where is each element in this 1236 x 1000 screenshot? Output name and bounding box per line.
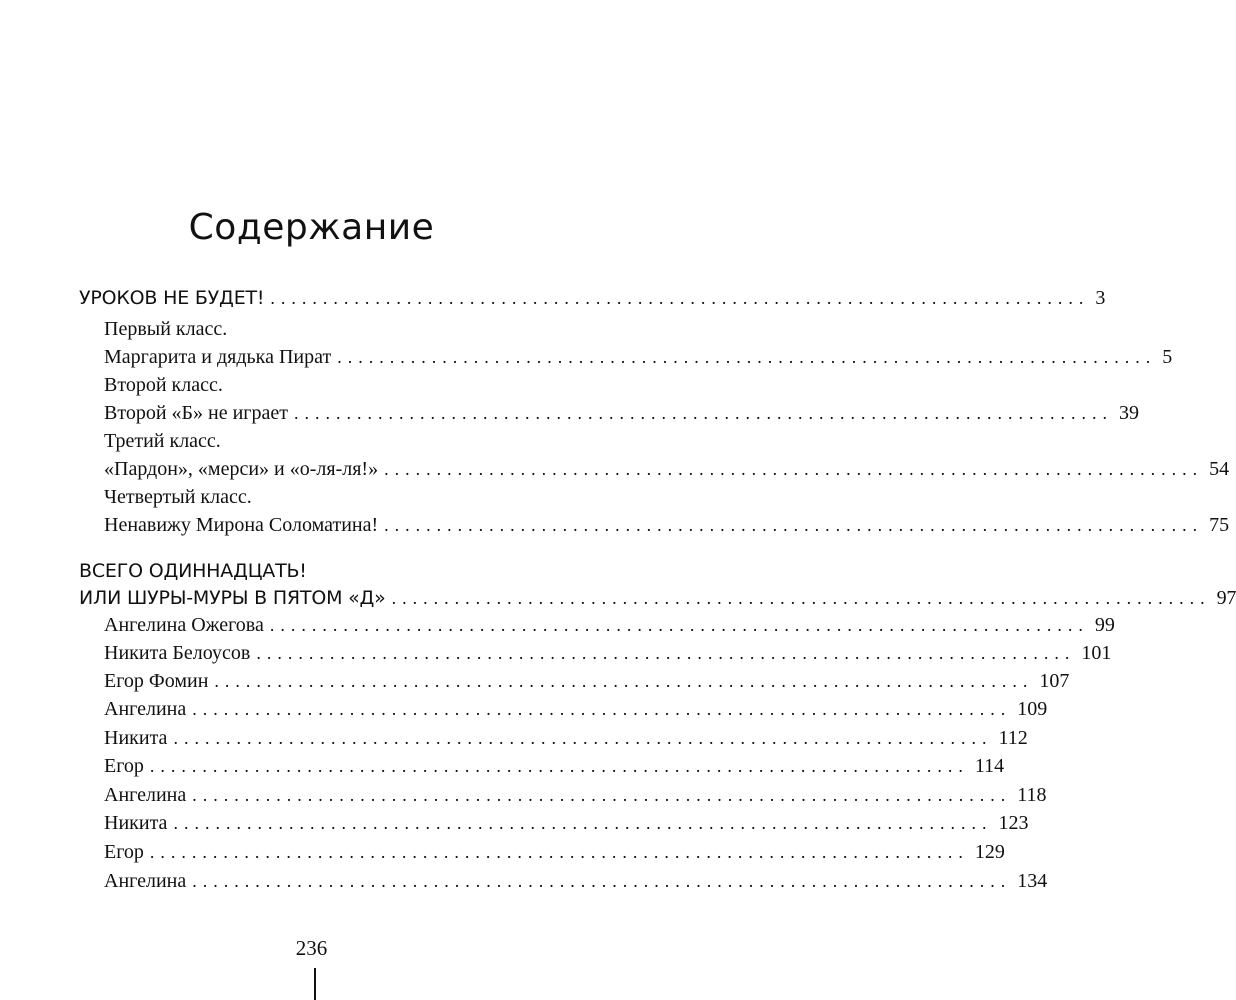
toc-entry bbox=[104, 454, 1230, 484]
toc-entry bbox=[104, 342, 1173, 372]
toc-entry-page: 134 bbox=[1017, 870, 1048, 892]
toc-entry-page: 118 bbox=[1017, 784, 1047, 806]
toc-entry bbox=[104, 398, 1139, 428]
toc-entry-title: «Пардон», «мерси» и «о-ля-ля!» bbox=[104, 458, 379, 480]
toc-entry bbox=[104, 426, 557, 456]
toc-entry bbox=[104, 723, 1028, 753]
toc-entry bbox=[79, 556, 557, 586]
toc-entry-page: 97 bbox=[1216, 587, 1236, 609]
toc-entry-page: 109 bbox=[1017, 698, 1048, 720]
toc-entry-title: Маргарита и дядька Пират bbox=[104, 346, 332, 368]
toc-entry bbox=[79, 583, 1236, 613]
dot-leader: .............................................................................. bbox=[214, 671, 1034, 691]
toc-entry-page: 129 bbox=[974, 841, 1005, 863]
dot-leader: .............................................................................. bbox=[293, 403, 1113, 423]
toc-entry-title: Ангелина Ожегова bbox=[104, 614, 264, 636]
dot-leader: .............................................................................. bbox=[173, 813, 993, 833]
dot-leader: .............................................................................. bbox=[337, 347, 1157, 367]
toc-entry-title: Егор Фомин bbox=[104, 670, 209, 692]
toc-entry-title: ВСЕГО ОДИННАДЦАТЬ! bbox=[79, 560, 307, 582]
toc-entry-title: Никита bbox=[104, 812, 168, 834]
toc-entry-title: УРОКОВ НЕ БУДЕТ! bbox=[79, 287, 265, 309]
toc-entry-title: Третий класс. bbox=[104, 430, 221, 452]
toc-entry bbox=[104, 780, 1047, 810]
toc-entry bbox=[104, 638, 1112, 668]
toc-entry-title: Никита Белоусов bbox=[104, 642, 251, 664]
toc-entry-page: 112 bbox=[998, 727, 1028, 749]
toc-entry bbox=[104, 610, 1115, 640]
toc-entry-title: Ангелина bbox=[104, 698, 187, 720]
toc-entry-page: 75 bbox=[1209, 514, 1230, 536]
toc-entry bbox=[104, 314, 557, 344]
dot-leader: .............................................................................. bbox=[173, 728, 993, 748]
toc-entry-page: 5 bbox=[1162, 346, 1173, 368]
page-title: Содержание bbox=[188, 207, 435, 248]
dot-leader: .............................................................................. bbox=[270, 288, 1090, 308]
toc-entry bbox=[104, 808, 1029, 838]
dot-leader: .............................................................................. bbox=[384, 515, 1204, 535]
dot-leader: .............................................................................. bbox=[192, 871, 1012, 891]
dot-leader: .............................................................................. bbox=[192, 785, 1012, 805]
toc-entry bbox=[104, 837, 1005, 867]
dot-leader: .............................................................................. bbox=[269, 615, 1089, 635]
toc-entry-page: 39 bbox=[1118, 402, 1139, 424]
page-number: 236 bbox=[295, 936, 328, 960]
toc-entry-title: Ненавижу Мирона Соломатина! bbox=[104, 514, 379, 536]
toc-entry bbox=[104, 370, 557, 400]
toc-entry-page: 99 bbox=[1094, 614, 1115, 636]
toc-entry-title: Второй класс. bbox=[104, 374, 223, 396]
dot-leader: .............................................................................. bbox=[256, 643, 1076, 663]
toc-entry-title: ИЛИ ШУРЫ-МУРЫ В ПЯТОМ «Д» bbox=[79, 587, 386, 609]
dot-leader: .............................................................................. bbox=[192, 699, 1012, 719]
toc-entry-page: 107 bbox=[1039, 670, 1070, 692]
toc-entry-title: Ангелина bbox=[104, 870, 187, 892]
dot-leader: .............................................................................. bbox=[391, 588, 1211, 608]
toc-entry bbox=[104, 866, 1048, 896]
toc-entry bbox=[104, 510, 1230, 540]
toc-entry-page: 3 bbox=[1095, 287, 1106, 309]
toc-entry bbox=[104, 482, 557, 512]
toc-entry-page: 114 bbox=[974, 755, 1005, 777]
toc-entry bbox=[79, 283, 1106, 313]
toc-entry bbox=[104, 694, 1048, 724]
toc-entry-page: 101 bbox=[1081, 642, 1112, 664]
dot-leader: .............................................................................. bbox=[384, 459, 1204, 479]
toc-entry-title: Никита bbox=[104, 727, 168, 749]
toc-entry bbox=[104, 666, 1070, 696]
toc-entry bbox=[104, 751, 1005, 781]
toc-entry-title: Егор bbox=[104, 755, 144, 777]
toc-entry-title: Первый класс. bbox=[104, 318, 228, 340]
toc-entry-title: Четвертый класс. bbox=[104, 486, 252, 508]
toc-entry-title: Второй «Б» не играет bbox=[104, 402, 288, 424]
dot-leader: .............................................................................. bbox=[149, 756, 969, 776]
toc-entry-page: 123 bbox=[998, 812, 1029, 834]
toc-entry-title: Егор bbox=[104, 841, 144, 863]
folio-rule bbox=[314, 968, 316, 1000]
toc-entry-title: Ангелина bbox=[104, 784, 187, 806]
toc-entry-page: 54 bbox=[1209, 458, 1230, 480]
dot-leader: .............................................................................. bbox=[149, 842, 969, 862]
